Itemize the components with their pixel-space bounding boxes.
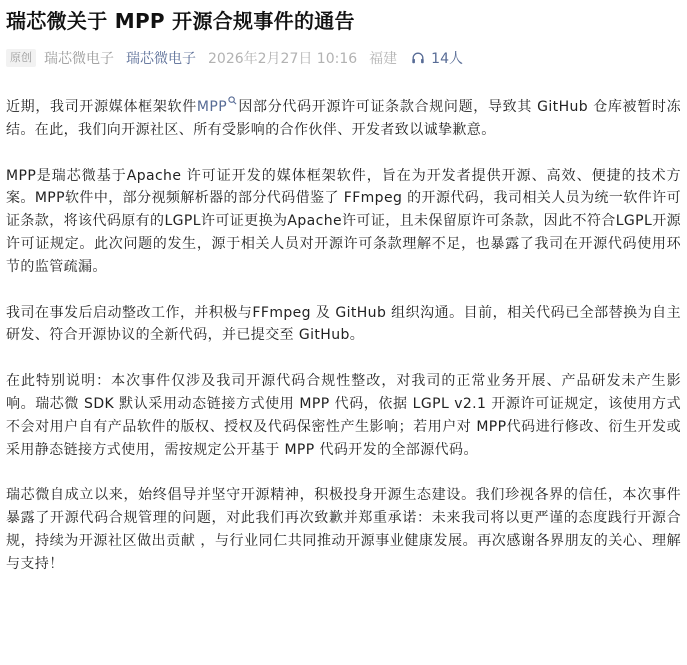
publish-date: 2026年2月27日 10:16: [208, 51, 358, 67]
account-link[interactable]: 瑞芯微电子: [126, 51, 196, 67]
headphones-icon: [411, 51, 425, 65]
paragraph-2: MPP是瑞芯微基于Apache 许可证开发的媒体框架软件，旨在为开发者提供开源、高效、便捷的技术方案。MPP软件中，部分视频解析器的部分代码借鉴了 FFmpeg 的开源代码，我司相关人员为统一软件许可证条款，将该代码原有的LGPL许可证更换为Apache许可证，且未保留原许可条款，因此不符合LGPL开源许可证规定。此次问题的发生，源于相关人员对开源许可条款理解不足，也暴露了我司在开源代码使用环节的监管疏漏。: [6, 167, 681, 275]
listen-button[interactable]: [411, 48, 463, 68]
search-icon[interactable]: [228, 96, 237, 105]
author-name: 瑞芯微电子: [44, 51, 114, 67]
article-title: 瑞芯微关于 MPP 开源合规事件的通告: [6, 9, 355, 33]
publish-location: 福建: [369, 51, 398, 67]
paragraph-3: 我司在事发后启动整改工作，并积极与FFmpeg 及 GitHub 组织沟通。目前，相关代码已全部替换为自主研发、符合开源协议的全新代码，并已提交至 GitHub。: [6, 304, 681, 344]
article-meta: [6, 46, 681, 70]
mpp-search-link[interactable]: MPP: [196, 99, 228, 115]
listener-count: 14人: [431, 51, 463, 67]
article-content: [6, 96, 681, 576]
paragraph-1-text-before: 近期，我司开源媒体框架软件: [6, 99, 197, 115]
original-badge: 原创: [6, 49, 36, 67]
paragraph-5: 瑞芯微自成立以来，始终倡导并坚守开源精神，积极投身开源生态建设。我们珍视各界的信任，本次事件暴露了开源代码合规管理的问题，对此我们再次致歉并郑重承诺：未来我司将以更严谨的态度践行开源合规，持续为开源社区做出贡献 ，与行业同仁共同推动开源事业健康发展。再次感谢各界朋友的关心、理解与支持！: [6, 487, 681, 572]
paragraph-4: 在此特别说明：本次事件仅涉及我司开源代码合规性整改，对我司的正常业务开展、产品研发未产生影响。瑞芯微 SDK 默认采用动态链接方式使用 MPP 代码，依据 LGPL v2.1 开源许可证规定，该使用方式不会对用户自有产品软件的版权、授权及代码保密性产生影响；若用户对 MPP代码进行修改、衍生开发或采用静态链接方式使用，需按规定公开基于 MPP 代码开发的全部源代码。: [6, 373, 681, 458]
paragraph-1: [6, 96, 681, 142]
paragraph-1-text-after: 因部分代码开源许可证条款合规问题，导致其 GitHub 仓库被暂时冻结。在此，我们向开源社区、所有受影响的合作伙伴、开发者致以诚挚歉意。: [6, 99, 682, 138]
